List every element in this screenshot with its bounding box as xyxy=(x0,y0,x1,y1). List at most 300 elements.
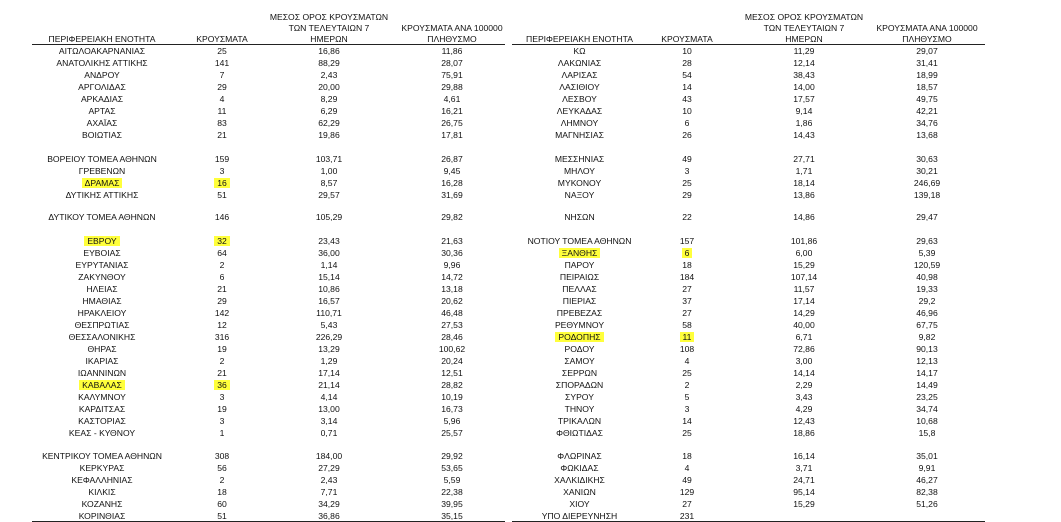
cell-text: ΓΡΕΒΕΝΩΝ xyxy=(78,166,126,176)
avg7-cell xyxy=(739,247,869,259)
per100k-cell xyxy=(867,331,987,343)
cases-cell xyxy=(652,69,722,81)
region-name-cell xyxy=(512,391,647,403)
cell-text: ΚΕΡΚΥΡΑΣ xyxy=(79,463,125,473)
table-row xyxy=(32,211,512,223)
region-name-cell xyxy=(32,271,172,283)
cases-header: ΚΡΟΥΣΜΑΤΑ xyxy=(661,34,713,44)
region-name-cell xyxy=(512,153,647,165)
region-name-cell xyxy=(512,235,647,247)
per100k-cell xyxy=(867,498,987,510)
table-row xyxy=(32,474,512,486)
region-name-cell xyxy=(32,165,172,177)
cases-cell xyxy=(187,283,257,295)
per100k-cell xyxy=(867,403,987,415)
per100k-cell xyxy=(867,295,987,307)
cell-text: ΕΥΡΥΤΑΝΙΑΣ xyxy=(75,260,129,270)
cell-text: 100,62 xyxy=(438,344,466,354)
per100k-cell xyxy=(392,81,512,93)
cell-text: ΑΡΚΑΔΙΑΣ xyxy=(80,94,124,104)
cell-text: ΚΩ xyxy=(573,46,586,56)
cell-text: 26 xyxy=(682,130,692,140)
cases-cell xyxy=(652,474,722,486)
cell-text: ΘΕΣΠΡΩΤΙΑΣ xyxy=(74,320,130,330)
cell-text: 53,65 xyxy=(441,463,463,473)
cell-text: 17,81 xyxy=(441,130,463,140)
cell-text: 9,91 xyxy=(918,463,936,473)
cases-cell xyxy=(187,57,257,69)
cell-text: ΧΙΟΥ xyxy=(569,499,590,509)
cases-cell xyxy=(187,391,257,403)
cases-cell xyxy=(187,331,257,343)
cell-text: ΚΑΡΔΙΤΣΑΣ xyxy=(78,404,126,414)
per100k-cell xyxy=(867,189,987,201)
region-name-cell xyxy=(32,498,172,510)
cell-text: 0,71 xyxy=(320,428,338,438)
cases-cell xyxy=(187,474,257,486)
table-row xyxy=(512,486,992,498)
table-row xyxy=(512,153,992,165)
cell-text: ΚΕΑΣ - ΚΥΘΝΟΥ xyxy=(68,428,136,438)
cell-text: ΘΗΡΑΣ xyxy=(87,344,117,354)
region-name-cell xyxy=(32,247,172,259)
cell-text: 10 xyxy=(682,46,692,56)
cell-text: 4 xyxy=(684,356,690,366)
per100k-cell xyxy=(867,343,987,355)
avg7-cell xyxy=(739,391,869,403)
per100k-cell xyxy=(392,93,512,105)
region-name-cell xyxy=(512,307,647,319)
cell-text: ΑΡΓΟΛΙΔΑΣ xyxy=(78,82,126,92)
cell-text: 30,36 xyxy=(441,248,463,258)
avg7-cell xyxy=(739,403,869,415)
region-name-cell xyxy=(512,57,647,69)
avg7-cell xyxy=(739,331,869,343)
cell-text: 2 xyxy=(219,356,225,366)
cell-text: 19 xyxy=(217,404,227,414)
cell-text: 10,68 xyxy=(916,416,938,426)
table-row xyxy=(32,355,512,367)
avg7-header-line3: ΗΜΕΡΩΝ xyxy=(785,34,823,44)
cell-text: 26,87 xyxy=(441,154,463,164)
avg7-cell xyxy=(739,295,869,307)
avg7-cell xyxy=(739,177,869,189)
region-name-cell xyxy=(512,427,647,439)
cell-text: 27,29 xyxy=(318,463,340,473)
per100k-cell xyxy=(867,129,987,141)
cell-text: ΛΕΥΚΑΔΑΣ xyxy=(556,106,603,116)
per100k-cell xyxy=(392,391,512,403)
cell-text: 103,71 xyxy=(315,154,343,164)
cases-cell xyxy=(187,427,257,439)
avg7-cell xyxy=(739,486,869,498)
avg7-cell xyxy=(264,259,394,271)
cell-text: 22 xyxy=(682,212,692,222)
table-row xyxy=(512,307,992,319)
region-name-cell xyxy=(512,295,647,307)
region-name-cell xyxy=(32,117,172,129)
table-row xyxy=(32,45,512,57)
cell-text: 14,29 xyxy=(793,308,815,318)
cell-text: 17,57 xyxy=(793,94,815,104)
avg7-cell xyxy=(739,498,869,510)
region-name-cell xyxy=(512,415,647,427)
cell-text: ΣΥΡΟΥ xyxy=(565,392,594,402)
avg7-cell xyxy=(264,474,394,486)
cell-text: ΜΗΛΟΥ xyxy=(563,166,596,176)
table-row xyxy=(32,427,512,439)
per100k-cell xyxy=(392,295,512,307)
cell-text: 17,14 xyxy=(318,368,340,378)
region-name-cell xyxy=(32,486,172,498)
avg7-cell xyxy=(739,379,869,391)
cell-text: 29 xyxy=(217,82,227,92)
avg7-cell xyxy=(739,235,869,247)
table-row xyxy=(512,415,992,427)
cell-text: ΙΩΑΝΝΙΝΩΝ xyxy=(77,368,127,378)
region-name-cell xyxy=(32,93,172,105)
cases-cell xyxy=(652,427,722,439)
region-name-cell xyxy=(512,117,647,129)
cell-text: ΒΟΡΕΙΟΥ ΤΟΜΕΑ ΑΘΗΝΩΝ xyxy=(47,154,157,164)
cell-text: 75,91 xyxy=(441,70,463,80)
per100k-cell xyxy=(392,474,512,486)
cell-text: 15,29 xyxy=(793,260,815,270)
cell-text: 1,71 xyxy=(795,166,813,176)
region-name-cell xyxy=(512,462,647,474)
avg7-header-line3: ΗΜΕΡΩΝ xyxy=(310,34,348,44)
cell-text: 29,92 xyxy=(441,451,463,461)
avg7-cell xyxy=(739,105,869,117)
table-row xyxy=(512,283,992,295)
region-name-cell xyxy=(512,129,647,141)
cell-text: 21,63 xyxy=(441,236,463,246)
table-row xyxy=(512,367,992,379)
region-name-cell xyxy=(512,319,647,331)
avg7-cell xyxy=(264,117,394,129)
table-row xyxy=(512,93,992,105)
cases-cell xyxy=(652,271,722,283)
cell-text: ΔΥΤΙΚΗΣ ΑΤΤΙΚΗΣ xyxy=(65,190,139,200)
cell-text: ΣΕΡΡΩΝ xyxy=(561,368,598,378)
table-row xyxy=(32,69,512,81)
cases-cell xyxy=(652,486,722,498)
cell-text: ΠΡΕΒΕΖΑΣ xyxy=(556,308,603,318)
table-row xyxy=(512,319,992,331)
avg7-cell xyxy=(739,355,869,367)
avg7-cell xyxy=(739,81,869,93)
avg7-cell xyxy=(739,271,869,283)
avg7-cell xyxy=(264,247,394,259)
cell-text: 9,14 xyxy=(795,106,813,116)
cell-text: 23,25 xyxy=(916,392,938,402)
cell-text: 146 xyxy=(214,212,230,222)
cell-text: 42,21 xyxy=(916,106,938,116)
cell-text: 30,63 xyxy=(916,154,938,164)
cell-text: ΚΟΖΑΝΗΣ xyxy=(81,499,123,509)
region-name-cell xyxy=(512,259,647,271)
cell-text: 15,14 xyxy=(318,272,340,282)
cases-cell xyxy=(652,247,722,259)
table-row xyxy=(32,391,512,403)
cell-text: ΧΑΛΚΙΔΙΚΗΣ xyxy=(554,475,605,485)
table-row xyxy=(512,129,992,141)
cell-text: 25 xyxy=(217,46,227,56)
avg7-cell xyxy=(264,283,394,295)
cell-text: 28,46 xyxy=(441,332,463,342)
table-row xyxy=(32,319,512,331)
cases-cell xyxy=(187,510,257,522)
avg7-cell xyxy=(739,367,869,379)
avg7-cell xyxy=(739,415,869,427)
highlighted-cell-text: 6 xyxy=(682,248,693,258)
cell-text: 1,14 xyxy=(320,260,338,270)
highlighted-cell-text: 32 xyxy=(214,236,230,246)
cell-text: 14,14 xyxy=(793,368,815,378)
per100k-cell xyxy=(392,307,512,319)
table-row xyxy=(32,367,512,379)
cell-text: 24,71 xyxy=(793,475,815,485)
cases-cell xyxy=(187,177,257,189)
region-name-cell xyxy=(32,474,172,486)
per100k-cell xyxy=(392,379,512,391)
region-name-cell xyxy=(512,486,647,498)
cell-text: 11,29 xyxy=(793,46,815,56)
table-row xyxy=(512,235,992,247)
table-row xyxy=(512,57,992,69)
per100k-cell xyxy=(392,117,512,129)
cases-cell xyxy=(652,189,722,201)
per100k-cell xyxy=(867,259,987,271)
table-row xyxy=(512,510,992,522)
avg7-cell xyxy=(264,462,394,474)
per100k-cell xyxy=(392,105,512,117)
table-row xyxy=(512,450,992,462)
cell-text: 129 xyxy=(679,487,695,497)
cell-text: 18 xyxy=(682,260,692,270)
table-row xyxy=(32,117,512,129)
table-row xyxy=(512,259,992,271)
cell-text: 3 xyxy=(219,166,225,176)
avg7-cell xyxy=(264,235,394,247)
cases-cell xyxy=(187,415,257,427)
highlighted-cell-text: ΞΑΝΘΗΣ xyxy=(559,248,601,258)
table-row xyxy=(32,379,512,391)
per100k-cell xyxy=(392,343,512,355)
cases-cell xyxy=(187,307,257,319)
highlighted-cell-text: ΚΑΒΑΛΑΣ xyxy=(79,380,125,390)
cell-text: 18,14 xyxy=(793,178,815,188)
table-row xyxy=(512,69,992,81)
per100k-cell xyxy=(867,307,987,319)
cases-cell xyxy=(187,45,257,57)
cell-text: 36,00 xyxy=(318,248,340,258)
cell-text: 2,43 xyxy=(320,475,338,485)
cell-text: 2,43 xyxy=(320,70,338,80)
cell-text: 1,00 xyxy=(320,166,338,176)
cell-text: 5,39 xyxy=(918,248,936,258)
region-name-cell xyxy=(32,69,172,81)
per100k-header-line1: ΚΡΟΥΣΜΑΤΑ ΑΝΑ 100000 xyxy=(876,23,978,33)
cell-text: 25,57 xyxy=(441,428,463,438)
region-header: ΠΕΡΙΦΕΡΕΙΑΚΗ ΕΝΟΤΗΤΑ xyxy=(48,34,156,44)
cell-text: ΡΕΘΥΜΝΟΥ xyxy=(554,320,605,330)
per100k-cell xyxy=(392,486,512,498)
region-name-cell xyxy=(32,235,172,247)
cell-text: ΚΑΣΤΟΡΙΑΣ xyxy=(78,416,126,426)
cell-text: 29,2 xyxy=(918,296,936,306)
cell-text: 14,17 xyxy=(916,368,938,378)
cell-text: ΝΟΤΙΟΥ ΤΟΜΕΑ ΑΘΗΝΩΝ xyxy=(527,236,632,246)
cell-text: 14,72 xyxy=(441,272,463,282)
region-name-cell xyxy=(32,81,172,93)
cases-cell xyxy=(652,355,722,367)
cases-cell xyxy=(187,319,257,331)
table-row xyxy=(512,45,992,57)
avg7-cell xyxy=(264,81,394,93)
cell-text: ΛΑΚΩΝΙΑΣ xyxy=(557,58,602,68)
per100k-cell xyxy=(867,57,987,69)
cell-text: ΦΘΙΩΤΙΔΑΣ xyxy=(556,428,603,438)
cell-text: 5,96 xyxy=(443,416,461,426)
cell-text: 14,00 xyxy=(793,82,815,92)
cell-text: 21,14 xyxy=(318,380,340,390)
region-name-cell xyxy=(32,259,172,271)
region-name-cell xyxy=(512,69,647,81)
cases-cell xyxy=(187,235,257,247)
cell-text: ΙΚΑΡΙΑΣ xyxy=(85,356,119,366)
cases-cell xyxy=(187,355,257,367)
region-name-cell xyxy=(32,177,172,189)
per100k-cell xyxy=(867,247,987,259)
cases-cell xyxy=(652,450,722,462)
avg7-cell xyxy=(264,355,394,367)
cases-cell xyxy=(187,105,257,117)
cell-text: 141 xyxy=(214,58,230,68)
cell-text: 12,14 xyxy=(793,58,815,68)
cell-text: 3,43 xyxy=(795,392,813,402)
cell-text: ΜΕΣΣΗΝΙΑΣ xyxy=(554,154,605,164)
cell-text: 13,00 xyxy=(318,404,340,414)
cell-text: 28 xyxy=(682,58,692,68)
cell-text: 13,86 xyxy=(793,190,815,200)
cell-text: 142 xyxy=(214,308,230,318)
cell-text: 36,86 xyxy=(318,511,340,521)
region-name-cell xyxy=(32,295,172,307)
cell-text: ΠΕΛΛΑΣ xyxy=(562,284,597,294)
cell-text: ΑΧΑΪΑΣ xyxy=(86,118,118,128)
cell-text: 5 xyxy=(684,392,690,402)
cell-text: 72,86 xyxy=(793,344,815,354)
avg7-cell xyxy=(264,415,394,427)
table-row xyxy=(512,81,992,93)
cell-text: ΑΙΤΩΛΟΑΚΑΡΝΑΝΙΑΣ xyxy=(58,46,146,56)
cell-text: 26,75 xyxy=(441,118,463,128)
per100k-cell xyxy=(392,211,512,223)
per100k-cell xyxy=(392,129,512,141)
region-name-cell xyxy=(512,283,647,295)
cell-text: 246,69 xyxy=(913,178,941,188)
region-name-cell xyxy=(32,189,172,201)
cell-text: 35,01 xyxy=(916,451,938,461)
avg7-cell xyxy=(739,153,869,165)
avg7-cell xyxy=(264,391,394,403)
cell-text: 2 xyxy=(219,475,225,485)
avg7-cell xyxy=(264,450,394,462)
avg7-cell xyxy=(264,153,394,165)
cell-text: 58 xyxy=(682,320,692,330)
table-row xyxy=(512,117,992,129)
region-name-cell xyxy=(512,177,647,189)
cell-text: 20,62 xyxy=(441,296,463,306)
cell-text: ΤΗΝΟΥ xyxy=(564,404,595,414)
avg7-cell xyxy=(739,93,869,105)
per100k-cell xyxy=(392,427,512,439)
cell-text: 31,69 xyxy=(441,190,463,200)
cell-text: 18 xyxy=(682,451,692,461)
cell-text: 15,29 xyxy=(793,499,815,509)
cell-text: 159 xyxy=(214,154,230,164)
avg7-cell xyxy=(264,295,394,307)
avg7-cell xyxy=(264,69,394,81)
region-name-cell xyxy=(32,367,172,379)
table-row xyxy=(512,295,992,307)
avg7-cell xyxy=(264,165,394,177)
table-row xyxy=(512,355,992,367)
region-name-cell xyxy=(32,510,172,522)
cell-text: 35,15 xyxy=(441,511,463,521)
cell-text: 110,71 xyxy=(316,308,342,318)
cases-cell xyxy=(652,510,722,522)
cell-text: ΑΡΤΑΣ xyxy=(88,106,116,116)
per100k-cell xyxy=(867,69,987,81)
cell-text: 62,29 xyxy=(318,118,340,128)
cell-text: ΚΕΝΤΡΙΚΟΥ ΤΟΜΕΑ ΑΘΗΝΩΝ xyxy=(42,451,162,461)
table-row xyxy=(32,307,512,319)
cell-text: 46,27 xyxy=(916,475,938,485)
cell-text: 2,29 xyxy=(795,380,813,390)
cell-text: 54 xyxy=(682,70,692,80)
cases-cell xyxy=(187,93,257,105)
cell-text: 22,38 xyxy=(441,487,463,497)
cases-cell xyxy=(187,117,257,129)
region-name-cell xyxy=(512,271,647,283)
cases-cell xyxy=(187,271,257,283)
table-row xyxy=(32,129,512,141)
region-name-cell xyxy=(512,45,647,57)
cell-text: ΗΛΕΙΑΣ xyxy=(86,284,118,294)
region-name-cell xyxy=(512,165,647,177)
table-row xyxy=(512,165,992,177)
avg7-header-line2: ΤΩΝ ΤΕΛΕΥΤΑΙΩΝ 7 xyxy=(763,23,845,33)
cases-cell xyxy=(652,295,722,307)
cell-text: 3,14 xyxy=(320,416,338,426)
cell-text: 107,14 xyxy=(790,272,818,282)
avg7-cell xyxy=(739,283,869,295)
region-name-cell xyxy=(32,391,172,403)
cell-text: 90,13 xyxy=(916,344,938,354)
cases-cell xyxy=(652,117,722,129)
table-row xyxy=(512,247,992,259)
cell-text: 20,00 xyxy=(318,82,340,92)
per100k-cell xyxy=(867,165,987,177)
cell-text: ΑΝΑΤΟΛΙΚΗΣ ΑΤΤΙΚΗΣ xyxy=(56,58,148,68)
cell-text: 14,49 xyxy=(916,380,938,390)
cases-cell xyxy=(187,462,257,474)
region-name-cell xyxy=(512,450,647,462)
cell-text: ΣΠΟΡΑΔΩΝ xyxy=(555,380,604,390)
cell-text: ΣΑΜΟΥ xyxy=(564,356,595,366)
